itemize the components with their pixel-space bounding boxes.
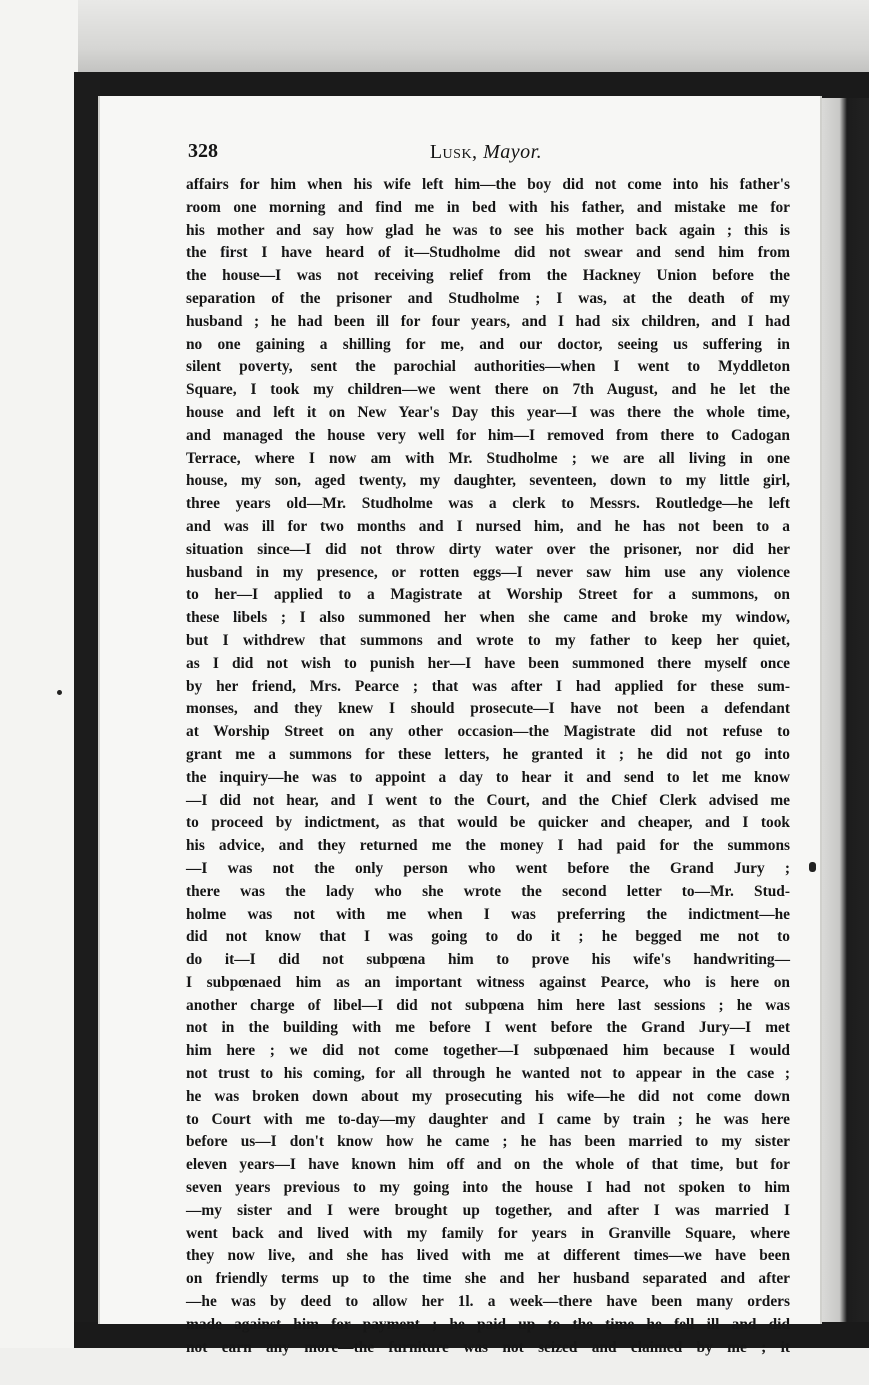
text-line: silent poverty, sent the parochial authorities—when I went to Myddleton [186,358,790,376]
page-number: 328 [188,140,218,162]
text-line: —he was by deed to allow her 1l. a week—there have been many orders [186,1293,790,1311]
text-line: room one morning and find me in bed with his father, and mistake me for [186,198,790,216]
text-line: three years old—Mr. Studholme was a clerk to Messrs. Routledge—he left [186,495,790,513]
body-text [186,174,790,1359]
running-head-role: Mayor. [483,141,543,163]
text-line: made against him for payment ; he paid up to the time he fell ill and did [186,1315,790,1333]
text-line: the first I have heard of it—Studholme did not swear and send him from [186,244,790,262]
text-line: affairs for him when his wife left him—the boy did not come into his father's [186,176,790,193]
text-line: these libels ; I also summoned her when she came and broke my window, [186,609,790,627]
text-line: husband ; he had been ill for four years, and I had six children, and I had [186,312,790,330]
text-line: grant me a summons for these letters, he granted it ; he did not go into [186,745,790,763]
text-line: seven years previous to my going into the house I had not spoken to him [186,1179,790,1197]
text-line: monses, and they knew I should prosecute—I have not been a defendant [186,700,790,718]
text-line: eleven years—I have known him off and on the whole of that time, but for [186,1156,790,1174]
text-line: there was the lady who she wrote the second letter to—Mr. Stud- [186,882,790,900]
book-page [98,96,822,1356]
book-cover-left-edge [74,72,100,1348]
text-line: and managed the house very well for him—I removed from there to Cadogan [186,426,790,444]
text-line: him here ; we did not come together—I subpœnaed him because I would [186,1042,790,1060]
text-line: not earn any more—the furniture was not seized and claimed by me ; it [186,1338,790,1356]
text-line: did not know that I was going to do it ; he begged me not to [186,928,790,946]
text-line: as I did not wish to punish her—I have been summoned there myself once [186,654,790,672]
text-line: the inquiry—he was to appoint a day to hear it and send to let me know [186,768,790,786]
text-line: holme was not with me when I was preferring the indictment—he [186,905,790,923]
book-right-edge [820,96,869,1326]
margin-smudge-mark [809,862,816,872]
text-line: —I did not hear, and I went to the Court, and the Chief Clerk advised me [186,791,790,809]
text-line: to Court with me to-day—my daughter and I came by train ; he was here [186,1110,790,1128]
text-line: the house—I was not receiving relief from the Hackney Union before the [186,267,790,285]
text-line: I subpœnaed him as an important witness against Pearce, who is here on [186,973,790,991]
text-line: situation since—I did not throw dirty water over the prisoner, nor did her [186,540,790,558]
text-line: he was broken down about my prosecuting his wife—he did not come down [186,1087,790,1105]
text-line: —my sister and I were brought up together, and after I was married I [186,1201,790,1219]
text-line: —I was not the only person who went before the Grand Jury ; [186,859,790,877]
text-line: do it—I did not subpœna him to prove his wife's handwriting— [186,951,790,969]
text-line: Terrace, where I now am with Mr. Studholme ; we are all living in one [186,449,790,467]
text-line: but I withdrew that summons and wrote to my father to keep her quiet, [186,631,790,649]
running-head [188,141,784,164]
scan-left-margin [0,0,78,1385]
text-line: not in the building with me before I went before the Grand Jury—I met [186,1019,790,1037]
text-line: no one gaining a shilling for me, and our doctor, seeing us suffering in [186,335,790,353]
book-cover-top-edge [74,72,869,98]
scan-top-background [0,0,869,80]
text-line: before us—I don't know how he came ; he has been married to my sister [186,1133,790,1151]
text-line: not trust to his coming, for all through he wanted not to appear in the case ; [186,1065,790,1083]
text-line: husband in my presence, or rotten eggs—I never saw him use any violence [186,563,790,581]
text-line: on friendly terms up to the time she and her husband separated and after [186,1270,790,1288]
text-line: at Worship Street on any other occasion—the Magistrate did not refuse to [186,723,790,741]
text-line: went back and lived with my family for years in Granville Square, where [186,1224,790,1242]
page-header [188,140,784,170]
text-line: another charge of libel—I did not subpœna him here last sessions ; he was [186,996,790,1014]
text-line: and was ill for two months and I nursed him, and he has not been to a [186,517,790,535]
text-line: his advice, and they returned me the money I had paid for the summons [186,837,790,855]
text-line: house, my son, aged twenty, my daughter, seventeen, down to my little girl, [186,472,790,490]
text-line: separation of the prisoner and Studholme ; I was, at the death of my [186,289,790,307]
text-line: they now live, and she has lived with me at different times—we have been [186,1247,790,1265]
text-line: his mother and say how glad he was to see his mother back again ; this is [186,221,790,239]
text-line: Square, I took my children—we went there on 7th August, and he let the [186,381,790,399]
text-line: to proceed by indictment, as that would be quicker and cheaper, and I took [186,814,790,832]
text-line: to her—I applied to a Magistrate at Worship Street for a summons, on [186,586,790,604]
text-line: by her friend, Mrs. Pearce ; that was after I had applied for these sum- [186,677,790,695]
margin-dot-mark [57,690,62,695]
text-line: house and left it on New Year's Day this year—I was there the whole time, [186,403,790,421]
running-head-name: Lusk, [429,141,478,163]
